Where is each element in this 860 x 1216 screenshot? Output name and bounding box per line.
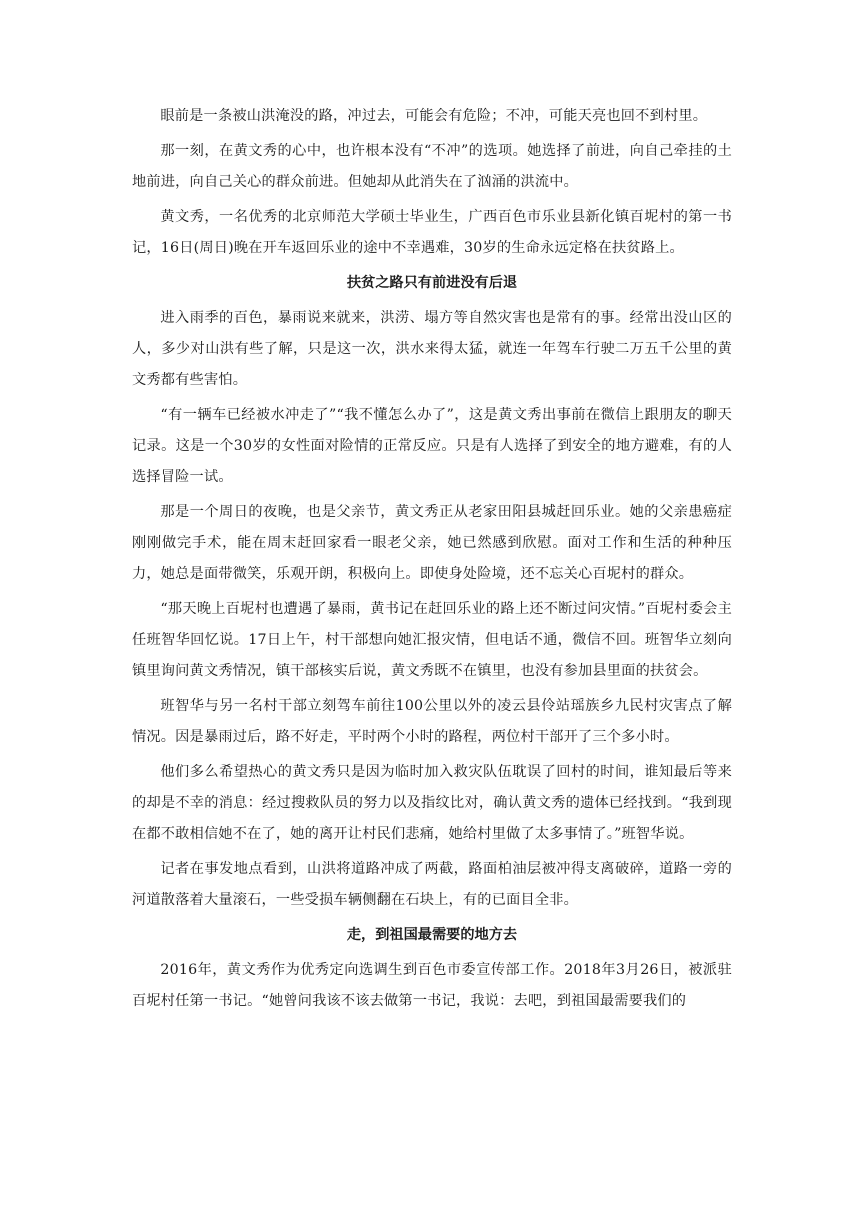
paragraph: 记者在事发地点看到，山洪将道路冲成了两截，路面柏油层被冲得支离破碎，道路一旁的河道散落着大量滚石，一些受损车辆侧翻在石块上，有的已面目全非。	[132, 861, 732, 908]
paragraph: 他们多么希望热心的黄文秀只是因为临时加入救灾队伍耽误了回村的时间，谁知最后等来的却是不幸的消息：经过搜救队员的努力以及指纹比对，确认黄文秀的遗体已经找到。“我到现在都不敢相信她不在了，她的离开让村民们悲痛，她给村里做了太多事情了。”班智华说。	[132, 764, 732, 842]
paragraph: 眼前是一条被山洪淹没的路，冲过去，可能会有危险；不冲，可能天亮也回不到村里。	[160, 108, 708, 124]
paragraph: 班智华与另一名村干部立刻驾车前往100公里以外的凌云县伶站瑶族乡九民村灾害点了解情况。因是暴雨过后，路不好走，平时两个小时的路程，两位村干部开了三个多小时。	[132, 698, 732, 745]
paragraph: 那是一个周日的夜晚，也是父亲节，黄文秀正从老家田阳县城赶回乐业。她的父亲患癌症刚刚做完手术，能在周末赶回家看一眼老父亲，她已然感到欣慰。面对工作和生活的种种压力，她总是面带微笑，乐观开朗，积极向上。即使身处险境，还不忘关心百坭村的群众。	[132, 504, 732, 582]
section-heading: 扶贫之路只有前进没有后退	[346, 275, 518, 291]
paragraph: 2016年，黄文秀作为优秀定向选调生到百色市委宣传部工作。2018年3月26日，被派驻百坭村任第一书记。“她曾问我该不该去做第一书记，我说：去吧，到祖国最需要我们的	[132, 962, 732, 1009]
paragraph: 黄文秀，一名优秀的北京师范大学硕士毕业生，广西百色市乐业县新化镇百坭村的第一书记，16日(周日)晚在开车返回乐业的途中不幸遇难，30岁的生命永远定格在扶贫路上。	[132, 209, 732, 256]
paragraph: 那一刻，在黄文秀的心中，也许根本没有“不冲”的选项。她选择了前进，向自己牵挂的土地前进，向自己关心的群众前进。但她却从此消失在了汹涌的洪流中。	[132, 143, 732, 190]
document-page	[132, 101, 732, 1017]
paragraph: “有一辆车已经被水冲走了”“我不懂怎么办了”，这是黄文秀出事前在微信上跟朋友的聊天记录。这是一个30岁的女性面对险情的正常反应。只是有人选择了到安全的地方避难，有的人选择冒险一试。	[132, 407, 732, 485]
section-heading: 走，到祖国最需要的地方去	[346, 927, 518, 943]
paragraph: 进入雨季的百色，暴雨说来就来，洪涝、塌方等自然灾害也是常有的事。经常出没山区的人，多少对山洪有些了解，只是这一次，洪水来得太猛，就连一年驾车行驶二万五千公里的黄文秀都有些害怕。	[132, 310, 732, 388]
paragraph: “那天晚上百坭村也遭遇了暴雨，黄书记在赶回乐业的路上还不断过问灾情。”百坭村委会主任班智华回忆说。17日上午，村干部想向她汇报灾情，但电话不通，微信不回。班智华立刻向镇里询问黄文秀情况，镇干部核实后说，黄文秀既不在镇里，也没有参加县里面的扶贫会。	[132, 601, 732, 679]
